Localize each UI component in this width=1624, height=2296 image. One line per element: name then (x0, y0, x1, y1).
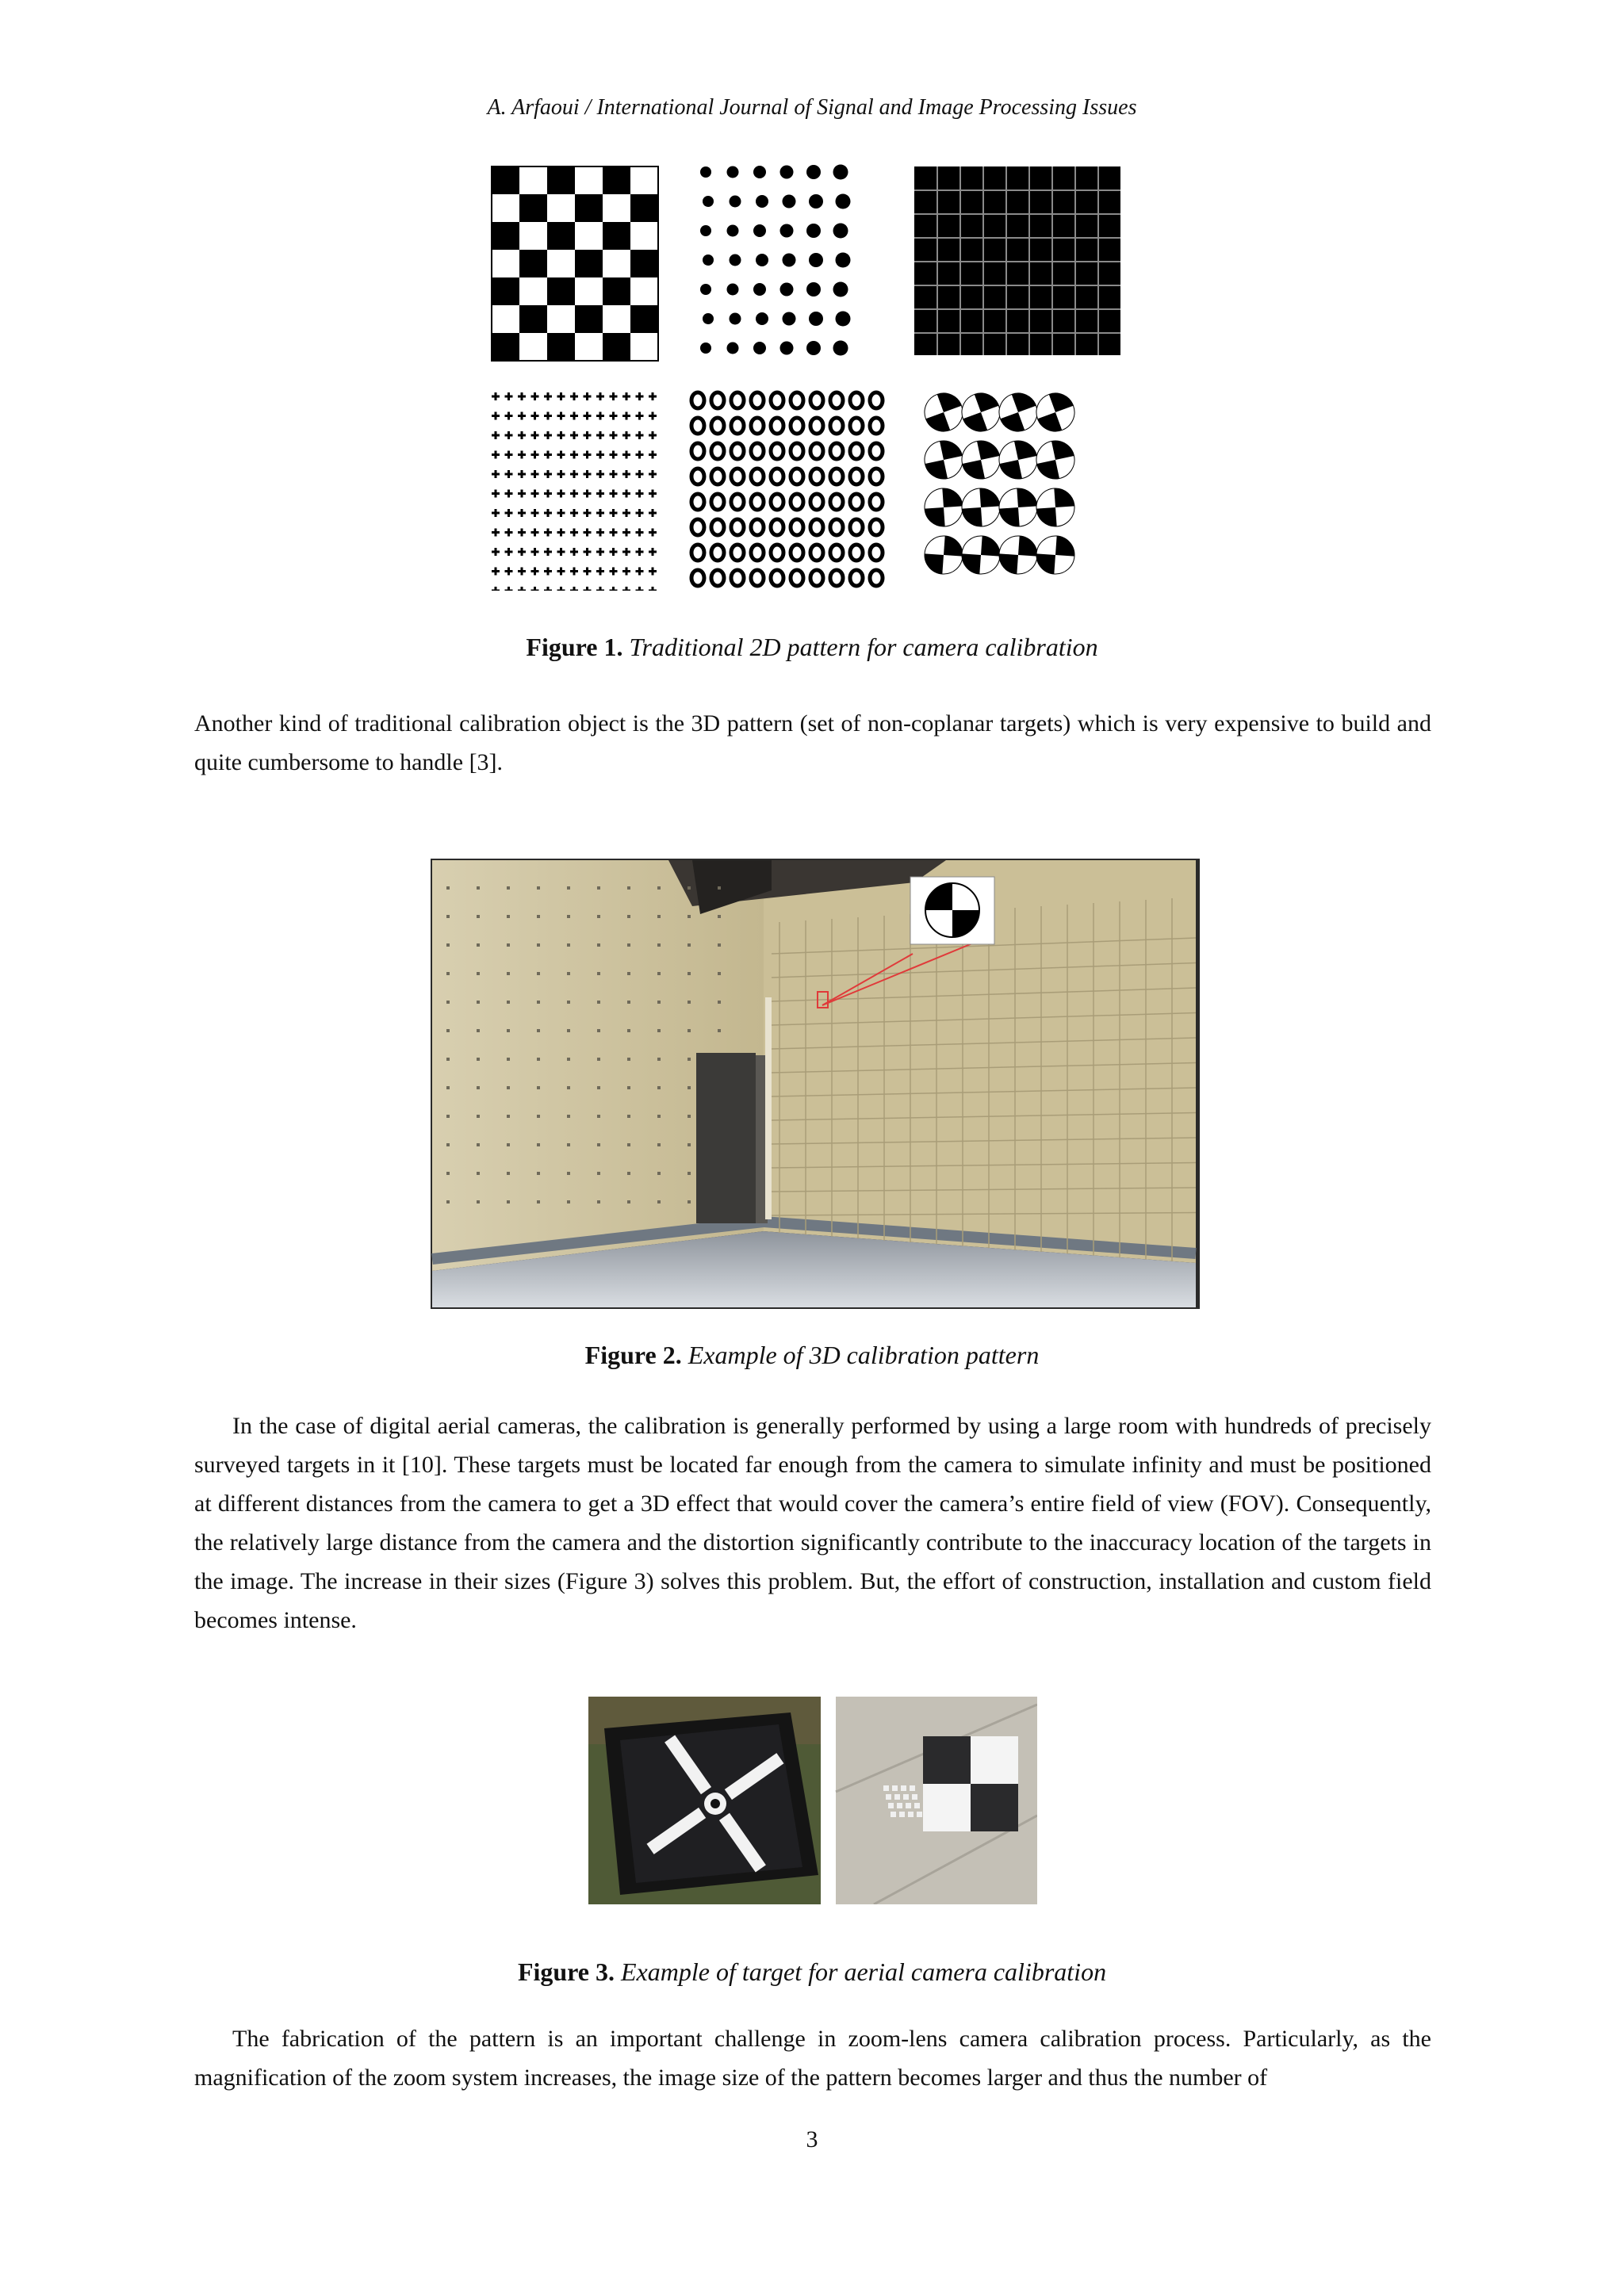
paragraph-3: The fabrication of the pattern is an important challenge in zoom-lens camera calibration process. Particularly, as the magnification of the zoom system increases, the image size of the pattern becomes larger and thus the number of (194, 2026, 1431, 2091)
page-number: 3 (806, 2126, 818, 2152)
square-grid-pattern (914, 166, 1120, 355)
figure-3-image (588, 1697, 1037, 1904)
running-head: A. Arfaoui / International Journal of Signal and Image Processing Issues (487, 95, 1137, 120)
paragraph-1: Another kind of traditional calibration object is the 3D pattern (set of non-coplanar targets) which is very expensive to build and quite cumbersome to handle [3]. (194, 710, 1431, 775)
cross-grid-pattern (492, 392, 657, 591)
figure-1-image (488, 163, 1138, 591)
figure-2-image (431, 859, 1200, 1309)
figure-1-caption: Figure 1. Traditional 2D pattern for camera calibration (526, 633, 1098, 661)
ring-grid-pattern (691, 392, 883, 586)
figure-2-caption: Figure 2. Example of 3D calibration pattern (584, 1341, 1040, 1369)
checkerboard-pattern (492, 166, 658, 361)
figure-3-caption: Figure 3. Example of target for aerial camera calibration (517, 1957, 1107, 1986)
paragraph-2: In the case of digital aerial cameras, the calibration is generally performed by using a large room with hundreds of precisely surveyed targets in it [10]. These targets must be located far enough from the camera to simulate infinity and must be positioned at different distances from the camera to get a 3D effect that would cover the camera’s entire field of view (FOV). Consequently, the relatively large distance from the camera and the distortion significantly contribute to the inaccuracy location of the targets in the image. The increase in their sizes (Figure 3) solves this problem. But, the effort of construction, installation and custom field becomes intense. (194, 1413, 1431, 1633)
dot-grid-pattern (700, 165, 851, 356)
quadrant-circle-pattern (919, 388, 1080, 575)
